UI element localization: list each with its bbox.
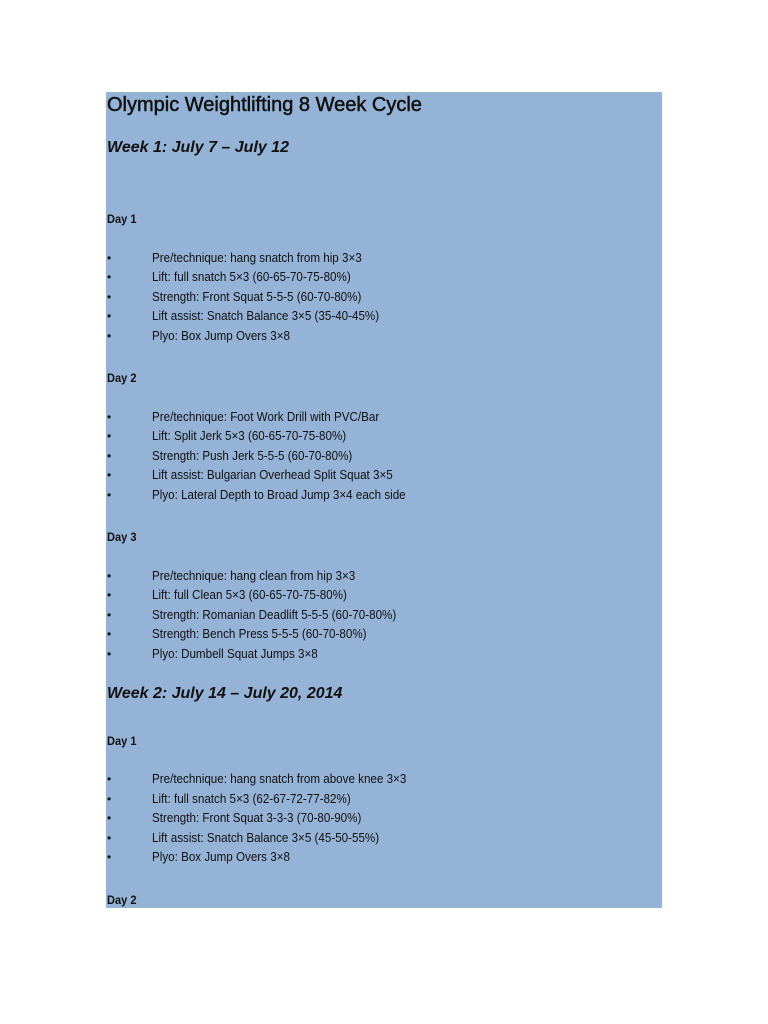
document-title: Olympic Weightlifting 8 Week Cycle [107, 94, 422, 116]
bullet-icon: • [107, 608, 112, 622]
bullet-icon: • [107, 647, 112, 661]
bullet-icon: • [107, 329, 112, 343]
bullet-icon: • [107, 251, 112, 265]
week-1-day-3-heading: Day 3 [107, 530, 137, 544]
bullet-icon: • [107, 270, 112, 284]
week-1-heading: Week 1: July 7 – July 12 [107, 139, 290, 156]
bullet-icon: • [107, 569, 112, 583]
list-item: • Lift assist: Snatch Balance 3×5 (45-50-55%) [107, 828, 647, 848]
bullet-icon: • [107, 772, 112, 786]
week-2-day-2-heading: Day 2 [107, 893, 137, 907]
bullet-icon: • [107, 410, 112, 424]
bullet-icon: • [107, 811, 112, 825]
list-item: • Plyo: Box Jump Overs 3×8 [107, 326, 647, 346]
list-item: • Lift: full snatch 5×3 (60-65-70-75-80%) [107, 267, 647, 287]
list-item: • Lift: full Clean 5×3 (60-65-70-75-80%) [107, 585, 647, 605]
list-item: • Pre/technique: hang snatch from above knee 3×3 [107, 769, 647, 789]
week-2-heading: Week 2: July 14 – July 20, 2014 [107, 685, 343, 702]
list-item: • Plyo: Dumbell Squat Jumps 3×8 [107, 644, 647, 664]
list-item: • Pre/technique: hang snatch from hip 3×3 [107, 248, 647, 268]
bullet-icon: • [107, 831, 112, 845]
list-item: • Pre/technique: Foot Work Drill with PVC/Bar [107, 407, 647, 427]
week-1-day-1-heading: Day 1 [107, 212, 137, 226]
bullet-icon: • [107, 588, 112, 602]
week-1-day-2-heading: Day 2 [107, 371, 137, 385]
bullet-icon: • [107, 290, 112, 304]
list-item: • Strength: Push Jerk 5-5-5 (60-70-80%) [107, 446, 647, 466]
list-item: • Lift assist: Bulgarian Overhead Split Squat 3×5 [107, 465, 647, 485]
bullet-icon: • [107, 468, 112, 482]
bullet-icon: • [107, 449, 112, 463]
bullet-icon: • [107, 309, 112, 323]
list-item: • Lift assist: Snatch Balance 3×5 (35-40-45%) [107, 306, 647, 326]
list-item: • Strength: Front Squat 5-5-5 (60-70-80%) [107, 287, 647, 307]
bullet-icon: • [107, 429, 112, 443]
week-2-day-1-heading: Day 1 [107, 734, 137, 748]
list-item: • Lift: full snatch 5×3 (62-67-72-77-82%) [107, 789, 647, 809]
list-item: • Strength: Front Squat 3-3-3 (70-80-90%) [107, 808, 647, 828]
list-item: • Lift: Split Jerk 5×3 (60-65-70-75-80%) [107, 426, 647, 446]
list-item: • Plyo: Box Jump Overs 3×8 [107, 847, 647, 867]
bullet-icon: • [107, 488, 112, 502]
bullet-icon: • [107, 627, 112, 641]
list-item: • Strength: Bench Press 5-5-5 (60-70-80%) [107, 624, 647, 644]
bullet-icon: • [107, 792, 112, 806]
list-item: • Plyo: Lateral Depth to Broad Jump 3×4 each side [107, 485, 647, 505]
list-item: • Strength: Romanian Deadlift 5-5-5 (60-70-80%) [107, 605, 647, 625]
list-item: • Pre/technique: hang clean from hip 3×3 [107, 566, 647, 586]
bullet-icon: • [107, 850, 112, 864]
